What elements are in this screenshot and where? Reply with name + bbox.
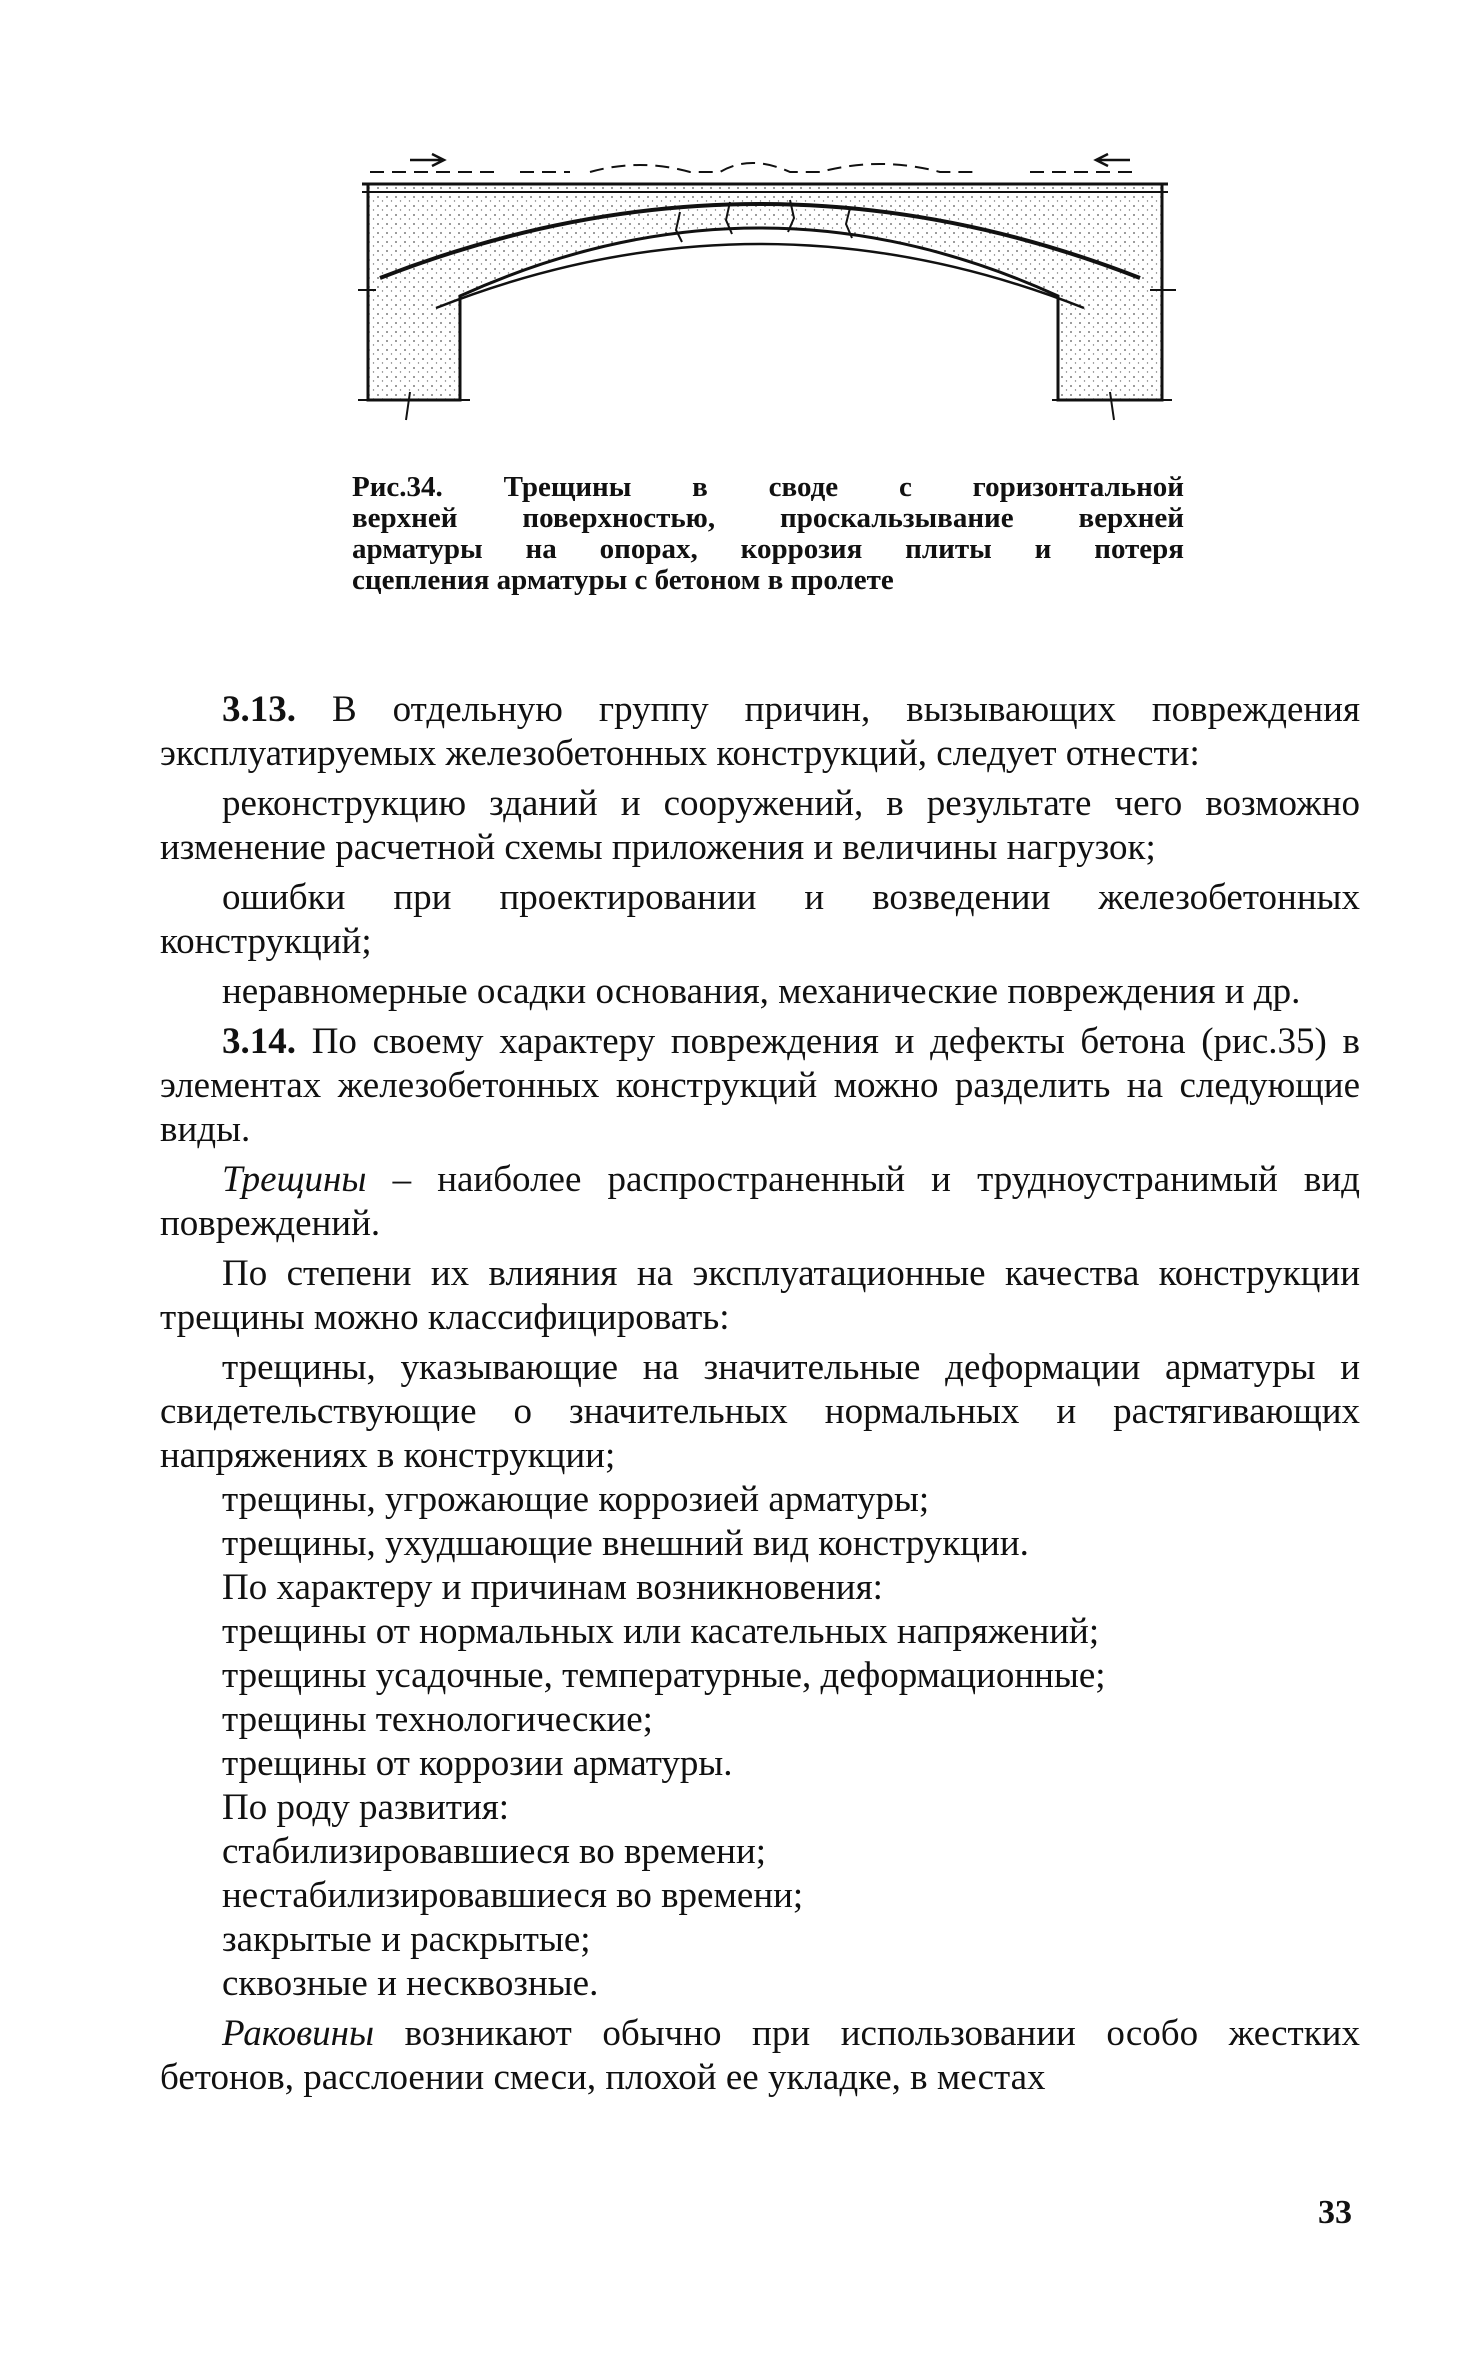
list-item: реконструкцию зданий и сооружений, в результате чего возможно изменение расчетной схемы приложения и величины нагрузок;: [160, 783, 1360, 868]
list-item: закрытые и раскрытые;: [222, 1919, 591, 1960]
list-item: сквозные и несквозные.: [222, 1963, 599, 2004]
list-item: трещины технологические;: [222, 1699, 653, 1740]
paragraph-text: – наиболее распространенный и трудноустранимый вид повреждений.: [160, 1159, 1360, 1244]
paragraph-by-influence: По степени их влияния на эксплуатационные качества конструкции трещины можно классифицировать:: [160, 1253, 1360, 1338]
paragraph-text: По своему характеру повреждения и дефекты бетона (рис.35) в элементах железобетонных конструкций можно разделить на следующие виды.: [160, 1021, 1361, 1150]
paragraph-cracks: [160, 1158, 1360, 1246]
list-item: трещины, указывающие на значительные деформации арматуры и свидетельствующие о значительных нормальных и растягивающих напряжениях в конструкции;: [160, 1347, 1360, 1476]
caption-line: арматуры на опорах, коррозия плиты и потеря: [352, 533, 1184, 565]
page-number: 33: [1318, 2194, 1352, 2231]
list-item: трещины, ухудшающие внешний вид конструкции.: [222, 1523, 1029, 1564]
list-item: трещины, угрожающие коррозией арматуры;: [222, 1479, 930, 1520]
corrosion-dashes: [370, 163, 1140, 172]
paragraph-3-14: [160, 1020, 1360, 1152]
list-item: ошибки при проектировании и возведении железобетонных конструкций;: [160, 877, 1360, 962]
body-text: [160, 688, 1360, 2100]
vault-figure: [340, 150, 1200, 430]
list-item: трещины от коррозии арматуры.: [222, 1743, 733, 1784]
figure-caption: [352, 472, 1184, 596]
paragraph-by-development: По роду развития:: [222, 1787, 510, 1828]
paragraph-3-13: [160, 688, 1360, 776]
term-cracks: Трещины: [222, 1159, 367, 1200]
list-item: стабилизировавшиеся во времени;: [222, 1831, 767, 1872]
slip-arrow-left: [410, 154, 444, 166]
caption-line: верхней поверхностью, проскальзывание верхней: [352, 502, 1184, 534]
section-number: 3.14.: [222, 1021, 296, 1062]
list-item: трещины от нормальных или касательных напряжений;: [222, 1611, 1100, 1652]
list-item: неравномерные осадки основания, механические повреждения и др.: [222, 971, 1301, 1012]
term-cavities: Раковины: [222, 2013, 375, 2054]
caption-line: сцепления арматуры с бетоном в пролете: [352, 564, 894, 596]
slip-arrow-right: [1096, 154, 1130, 166]
paragraph-text: возникают обычно при использовании особо жестких бетонов, расслоении смеси, плохой ее укладке, в местах: [160, 2013, 1360, 2098]
section-number: 3.13.: [222, 689, 296, 730]
list-item: трещины усадочные, температурные, деформационные;: [222, 1655, 1106, 1696]
paragraph-cavities: [160, 2012, 1360, 2100]
caption-line: Рис.34. Трещины в своде с горизонтальной: [352, 471, 1184, 503]
list-item: нестабилизировавшиеся во времени;: [222, 1875, 804, 1916]
paragraph-by-cause: По характеру и причинам возникновения:: [222, 1567, 883, 1608]
paragraph-text: В отдельную группу причин, вызывающих повреждения эксплуатируемых железобетонных конструкций, следует отнести:: [160, 689, 1360, 774]
